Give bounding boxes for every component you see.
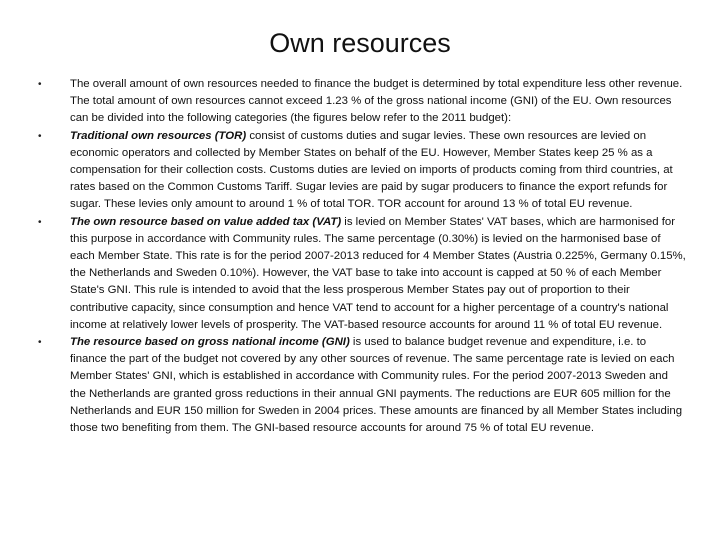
slide-title: Own resources xyxy=(269,28,451,58)
bullet-item-traditional-own-resources xyxy=(38,128,686,214)
bullet-dot-icon: • xyxy=(38,79,42,90)
bullet-dot-icon: • xyxy=(38,130,42,142)
bullet-text: is used to balance budget revenue and expenditure, i.e. to finance the part of the budget not covered by any other sources of revenue. The same percentage rate is levied on each Member States' GNI, which is established in accordance with Community rules. For the period 2007-2013 Sweden and the Netherlands are granted gross reductions in their annual GNI payments. The reductions are EUR 605 million for the Netherlands and EUR 150 million for Sweden in 2004 prices. These amounts are financed by all Member States including those two benefiting from them. The GNI-based resource accounts for around 75 % of total EU revenue. xyxy=(70,336,683,435)
bullet-lead: The own resource based on value added tax (VAT) xyxy=(70,215,342,228)
bullet-item-vat-resource xyxy=(38,214,686,334)
bullet-dot-icon: • xyxy=(38,216,42,228)
bullet-item-overview xyxy=(38,76,686,128)
bullet-text: consist of customs duties and sugar levies. These own resources are levied on economic operators and collected by Member States on behalf of the EU. However, Member States keep 25 % as a compensation for their collection costs. Customs duties are levied on imports of products coming from third countries, at rates based on the Common Customs Tariff. Sugar levies are paid by sugar producers to finance the export refunds for sugar. These levies only amount to around 1 % of total TOR. TOR account for around 13 % of total EU revenue. xyxy=(70,129,673,211)
bullet-dot-icon: • xyxy=(38,337,42,349)
bullet-item-gni-resource xyxy=(38,334,686,437)
bullet-text: The overall amount of own resources needed to finance the budget is determined by total expenditure less other revenue. The total amount of own resources cannot exceed 1.23 % of the gross national income (GNI) of the EU. Own resources can be divided into the following categories (the figures below refer to the 2011 budget): xyxy=(70,78,683,125)
bullet-lead: The resource based on gross national income (GNI) xyxy=(70,336,350,349)
bullet-text: is levied on Member States' VAT bases, which are harmonised for this purpose in accordance with Community rules. The same percentage (0.30%) is levied on the harmonised base of each Member State. This rate is for the period 2007-2013 reduced for 4 Member States (Austria 0.225%, Germany 0.15%, the Netherlands and Sweden 0.10%). However, the VAT base to take into account is capped at 50 % of each Member State's GNI. This rule is intended to avoid that the less prosperous Member States pay out of proportion to their contributive capacity, since consumption and hence VAT tend to account for a higher percentage of a country's national income at relatively lower levels of prosperity. The VAT-based resource accounts for around 11 % of total EU revenue. xyxy=(70,215,686,331)
bullet-lead: Traditional own resources (TOR) xyxy=(70,129,247,142)
bullet-list xyxy=(38,76,686,437)
